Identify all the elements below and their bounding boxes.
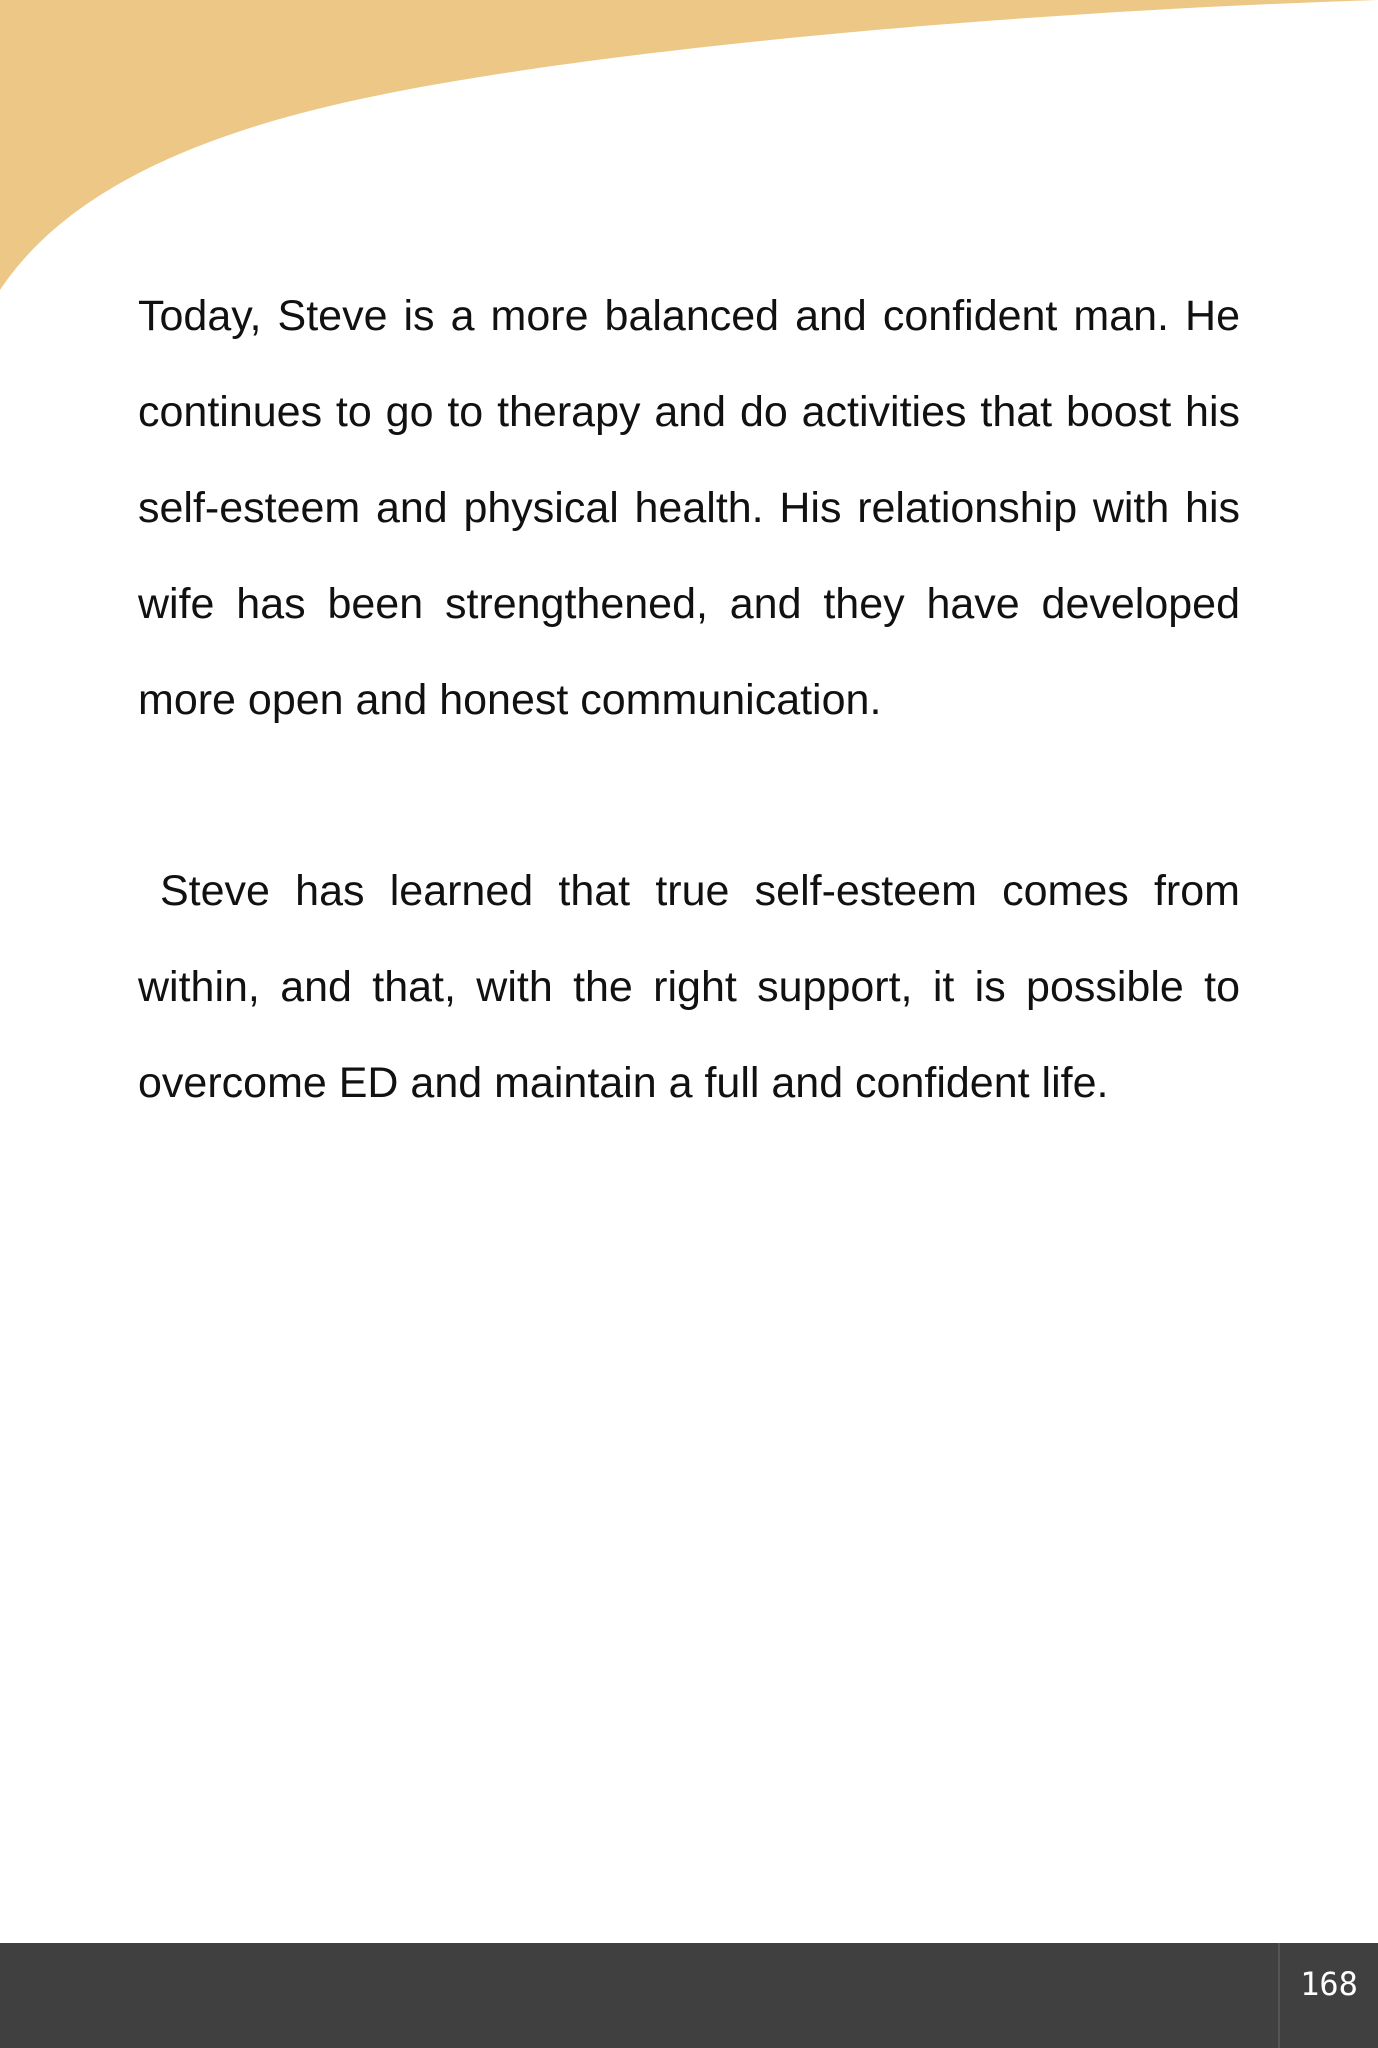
body-text [138,268,1240,1131]
paragraph: Today, Steve is a more balanced and confident man. He continues to go to therapy and do activities that boost his self-esteem and physical health. His relationship with his wife has been strengthened, and they have developed more open and honest communication. [138,292,1240,724]
page-number: 168 [1300,1965,1358,2003]
paragraph: Steve has learned that true self-esteem comes from within, and that, with the right support, it is possible to overcome ED and maintain a full and confident life. [138,867,1240,1107]
decorative-header-swoosh [0,0,1378,300]
footer-bar [0,1943,1378,2048]
